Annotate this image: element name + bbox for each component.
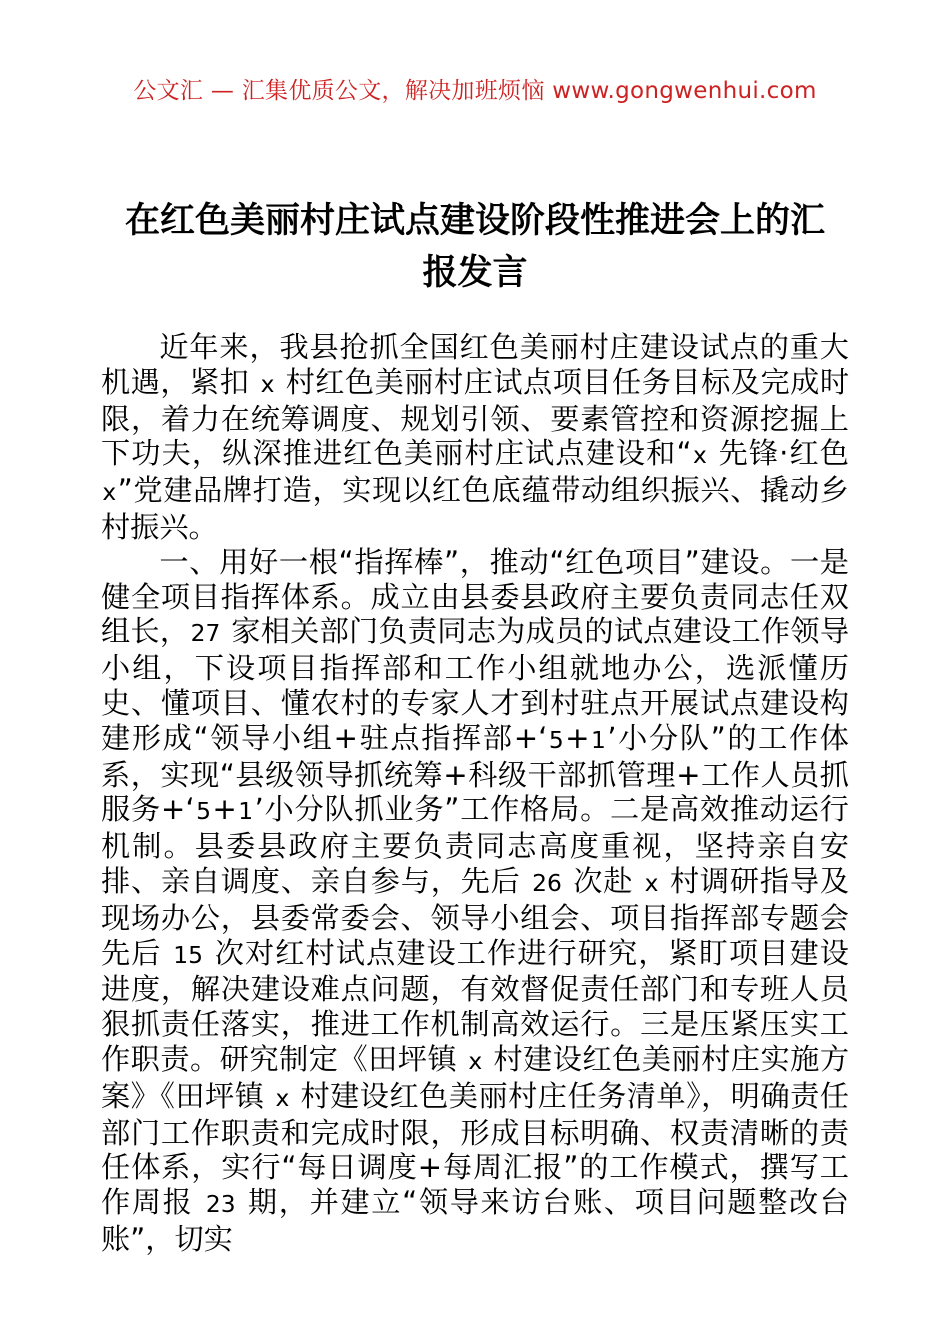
latin-run: 5 [196,797,211,826]
latin-run: 26 [532,868,562,897]
latin-run: x [275,1083,290,1112]
latin-run: x [468,1046,483,1075]
latin-run: 5 [548,725,564,754]
latin-run: 1 [238,797,254,826]
paragraph-intro: 近年来，我县抢抓全国红色美丽村庄建设试点的重大机遇，紧扣 x 村红色美丽村庄试点项目任务目标及完成时限，着力在统筹调度、规划引领、要素管控和资源挖掘上下功夫，纵深推进红色美丽村庄试点建设和“x 先锋·红色 x”党建品牌打造，实现以红色底蕴带动组织振兴、撬动乡村振兴。 [101,330,850,544]
latin-run: x [260,369,275,398]
document-body [101,330,849,1257]
site-url-text: www.gongwenhui.com [552,78,817,104]
paragraph-section-one: 一、用好一根“指挥棒”，推动“红色项目”建设。一是健全项目指挥体系。成立由县委县政府主要负责同志任双组长，27 家相关部门负责同志为成员的试点建设工作领导小组，下设项目指挥部和工作小组就地办公，选派懂历史、懂项目、懂农村的专家人才到村驻点开展试点建设构建形成“领导小组+驻点指挥部+‘5+1’小分队”的工作体系，实现“县级领导抓统筹+科级干部抓管理+工作人员抓服务+‘5+1’小分队抓业务”工作格局。二是高效推动运行机制。县委县政府主要负责同志高度重视，坚持亲自安排、亲自调度、亲自参与，先后 26 次赴 x 村调研指导及现场办公，县委常委会、领导小组会、项目指挥部专题会先后 15 次对红村试点建设工作进行研究，紧盯项目建设进度，解决建设难点问题，有效督促责任部门和专班人员狠抓责任落实，推进工作机制高效运行。三是压紧压实工作职责。研究制定《田坪镇 x 村建设红色美丽村庄实施方案》《田坪镇 x 村建设红色美丽村庄任务清单》，明确责任部门工作职责和完成时限，形成目标明确、权责清晰的责任体系，实行“每日调度+每周汇报”的工作模式，撰写工作周报 23 期，并建立“领导来访台账、项目问题整改台账”，切实 [101,544,850,1256]
site-brand-text: 公文汇 — 汇集优质公文，解决加班烦恼 [133,78,545,104]
latin-run: x [692,441,707,470]
document-title: 在红色美丽村庄试点建设阶段性推进会上的汇报发言 [124,201,825,294]
latin-run: 27 [190,619,221,648]
latin-run: x [644,868,659,897]
latin-run: x [102,478,117,507]
latin-run: 1 [590,725,606,754]
latin-run: 23 [205,1190,236,1219]
site-watermark-header [0,76,950,106]
latin-run: 15 [173,940,203,969]
